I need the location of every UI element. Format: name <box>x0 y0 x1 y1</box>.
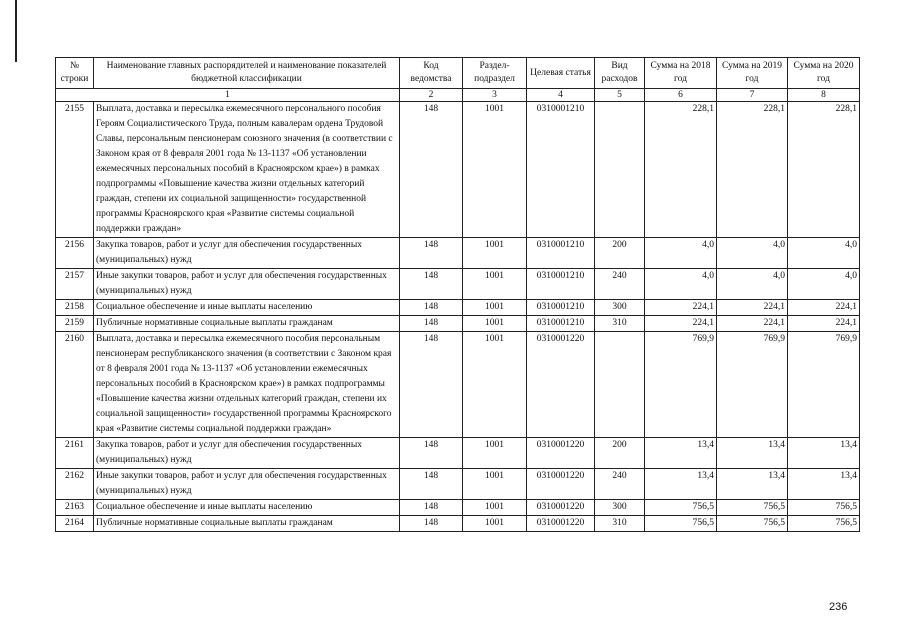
page-number: 236 <box>829 601 848 613</box>
budget-table <box>55 57 860 532</box>
table-row <box>56 316 860 332</box>
row-section: 1001 <box>463 102 527 238</box>
row-sum-2020: 769,9 <box>788 332 860 438</box>
row-name: Закупка товаров, работ и услуг для обеспечения государственных (муниципальных) нужд <box>94 238 400 269</box>
row-number: 2155 <box>56 102 94 238</box>
row-number: 2159 <box>56 316 94 332</box>
row-target: 0310001220 <box>527 516 595 532</box>
row-sum-2019: 13,4 <box>717 469 788 500</box>
row-name: Закупка товаров, работ и услуг для обеспечения государственных (муниципальных) нужд <box>94 438 400 469</box>
row-sum-2019: 224,1 <box>717 316 788 332</box>
header-name: Наименование главных распорядителей и наименование показателей бюджетной классификации <box>94 58 400 89</box>
table-row <box>56 438 860 469</box>
row-target: 0310001220 <box>527 500 595 516</box>
row-section: 1001 <box>463 269 527 300</box>
row-expense-type <box>595 332 645 438</box>
table-row <box>56 238 860 269</box>
row-name: Иные закупки товаров, работ и услуг для обеспечения государственных (муниципальных) нужд <box>94 269 400 300</box>
row-section: 1001 <box>463 332 527 438</box>
table-header-row <box>56 58 860 89</box>
column-number: 1 <box>56 89 400 102</box>
row-sum-2020: 4,0 <box>788 238 860 269</box>
row-dept-code: 148 <box>400 438 463 469</box>
row-section: 1001 <box>463 316 527 332</box>
table-row <box>56 269 860 300</box>
row-number: 2162 <box>56 469 94 500</box>
row-number: 2160 <box>56 332 94 438</box>
row-sum-2018: 13,4 <box>645 438 717 469</box>
row-sum-2020: 224,1 <box>788 316 860 332</box>
row-sum-2018: 224,1 <box>645 316 717 332</box>
row-dept-code: 148 <box>400 300 463 316</box>
header-expense-type: Вид расходов <box>595 58 645 89</box>
header-sum-2019: Сумма на 2019 год <box>717 58 788 89</box>
header-dept-code: Код ведомства <box>400 58 463 89</box>
row-section: 1001 <box>463 438 527 469</box>
row-section: 1001 <box>463 238 527 269</box>
row-sum-2019: 4,0 <box>717 269 788 300</box>
row-target: 0310001210 <box>527 269 595 300</box>
row-dept-code: 148 <box>400 238 463 269</box>
column-number: 6 <box>645 89 717 102</box>
table-row <box>56 102 860 238</box>
row-sum-2019: 224,1 <box>717 300 788 316</box>
header-section: Раздел-подраздел <box>463 58 527 89</box>
row-expense-type <box>595 102 645 238</box>
row-dept-code: 148 <box>400 269 463 300</box>
row-dept-code: 148 <box>400 316 463 332</box>
header-target: Целевая статья <box>527 58 595 89</box>
row-target: 0310001210 <box>527 300 595 316</box>
row-sum-2020: 756,5 <box>788 516 860 532</box>
column-number: 4 <box>527 89 595 102</box>
column-number: 7 <box>717 89 788 102</box>
row-target: 0310001210 <box>527 102 595 238</box>
row-sum-2020: 228,1 <box>788 102 860 238</box>
column-numbers-row <box>56 89 860 102</box>
row-sum-2018: 4,0 <box>645 269 717 300</box>
row-section: 1001 <box>463 469 527 500</box>
row-expense-type: 300 <box>595 300 645 316</box>
row-number: 2161 <box>56 438 94 469</box>
row-number: 2157 <box>56 269 94 300</box>
row-sum-2018: 228,1 <box>645 102 717 238</box>
row-target: 0310001210 <box>527 238 595 269</box>
row-sum-2020: 4,0 <box>788 269 860 300</box>
row-sum-2018: 756,5 <box>645 500 717 516</box>
row-section: 1001 <box>463 516 527 532</box>
table-row <box>56 469 860 500</box>
row-sum-2019: 4,0 <box>717 238 788 269</box>
row-sum-2020: 13,4 <box>788 469 860 500</box>
header-sum-2018: Сумма на 2018 год <box>645 58 717 89</box>
row-target: 0310001210 <box>527 316 595 332</box>
row-sum-2020: 13,4 <box>788 438 860 469</box>
header-row-no: № строки <box>56 58 94 89</box>
column-number: 5 <box>595 89 645 102</box>
row-sum-2019: 13,4 <box>717 438 788 469</box>
row-name: Иные закупки товаров, работ и услуг для обеспечения государственных (муниципальных) нужд <box>94 469 400 500</box>
row-number: 2158 <box>56 300 94 316</box>
row-target: 0310001220 <box>527 332 595 438</box>
row-section: 1001 <box>463 300 527 316</box>
row-expense-type: 240 <box>595 269 645 300</box>
row-name: Социальное обеспечение и иные выплаты населению <box>94 300 400 316</box>
row-sum-2018: 4,0 <box>645 238 717 269</box>
column-number: 2 <box>400 89 463 102</box>
row-target: 0310001220 <box>527 469 595 500</box>
row-name: Публичные нормативные социальные выплаты гражданам <box>94 516 400 532</box>
row-number: 2156 <box>56 238 94 269</box>
column-number: 8 <box>788 89 860 102</box>
row-name: Выплата, доставка и пересылка ежемесячного пособия персональным пенсионерам республиканского значения (в соответствии с Законом края от 8 февраля 2001 года № 13-1137 «Об установлении ежемесячных персональных пособий в Красноярском крае») в рамках подпрограммы «Повышение качества жизни отдельных категорий граждан, степени их социальной защищенности» государственной программы Красноярского края «Развитие системы социальной поддержки граждан» <box>94 332 400 438</box>
row-expense-type: 300 <box>595 500 645 516</box>
row-expense-type: 240 <box>595 469 645 500</box>
row-expense-type: 310 <box>595 516 645 532</box>
row-expense-type: 200 <box>595 438 645 469</box>
row-expense-type: 200 <box>595 238 645 269</box>
left-margin-rule <box>15 0 17 62</box>
row-number: 2163 <box>56 500 94 516</box>
row-sum-2018: 756,5 <box>645 516 717 532</box>
row-dept-code: 148 <box>400 469 463 500</box>
row-sum-2019: 228,1 <box>717 102 788 238</box>
row-name: Публичные нормативные социальные выплаты гражданам <box>94 316 400 332</box>
row-number: 2164 <box>56 516 94 532</box>
table-row <box>56 516 860 532</box>
row-dept-code: 148 <box>400 102 463 238</box>
row-sum-2019: 756,5 <box>717 500 788 516</box>
row-sum-2020: 756,5 <box>788 500 860 516</box>
row-dept-code: 148 <box>400 500 463 516</box>
column-number: 3 <box>463 89 527 102</box>
row-section: 1001 <box>463 500 527 516</box>
row-sum-2018: 224,1 <box>645 300 717 316</box>
row-dept-code: 148 <box>400 516 463 532</box>
row-target: 0310001220 <box>527 438 595 469</box>
table-row <box>56 332 860 438</box>
table-body <box>56 102 860 532</box>
row-sum-2020: 224,1 <box>788 300 860 316</box>
row-expense-type: 310 <box>595 316 645 332</box>
row-sum-2018: 13,4 <box>645 469 717 500</box>
header-sum-2020: Сумма на 2020 год <box>788 58 860 89</box>
row-dept-code: 148 <box>400 332 463 438</box>
row-sum-2019: 769,9 <box>717 332 788 438</box>
table-row <box>56 500 860 516</box>
row-name: Выплата, доставка и пересылка ежемесячного персонального пособия Героям Социалистического Труда, полным кавалерам ордена Трудовой Славы, персональным пенсионерам союзного значения (в соответствии с Законом края от 8 февраля 2001 года № 13-1137 «Об установлении ежемесячных персональных пособий в Красноярском крае») в рамках подпрограммы «Повышение качества жизни отдельных категорий граждан, степени их социальной защищенности» государственной программы Красноярского края «Развитие системы социальной поддержки граждан» <box>94 102 400 238</box>
row-sum-2018: 769,9 <box>645 332 717 438</box>
row-name: Социальное обеспечение и иные выплаты населению <box>94 500 400 516</box>
row-sum-2019: 756,5 <box>717 516 788 532</box>
table-row <box>56 300 860 316</box>
